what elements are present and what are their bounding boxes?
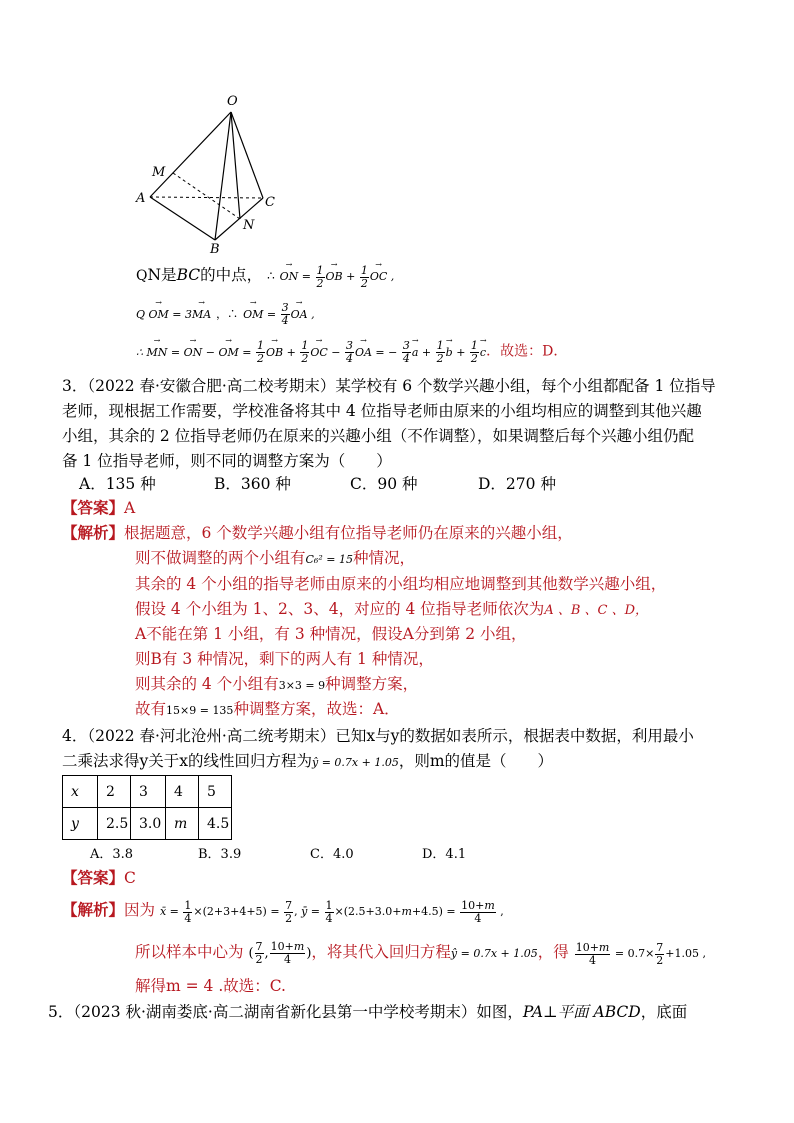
answer-tag: 【答案】 [62,499,125,517]
analysis-tag: 【解析】 [62,901,125,919]
q3-option-a: A．135 种 [79,475,156,493]
q3-analysis-6: 则B有 3 种情况，剩下的两人有 1 种情况， [135,650,434,668]
prev-line-1 [136,263,394,290]
analysis-math: A 、B 、C 、D， [544,603,649,618]
analysis-text: 根据题意，6 个数学兴趣小组有位指导老师仍在原来的兴趣小组， [124,524,573,542]
q3-line-3: 小组，其余的 2 位指导老师仍在原来的兴趣小组（不作调整），如果调整后每个兴趣小组仍配 [62,427,694,445]
data-table [62,775,232,840]
table-cell: 2 [98,776,131,808]
q3-answer [62,496,135,518]
analysis-math: $\frac{10+m}{4}$ = 0.7× $\frac{7}{2}$ +1.05 , [575,940,706,967]
q4-option-c: C．4.0 [310,847,354,862]
analysis-math: ( $\frac{7}{2}$ , $\frac{10+m}{4}$ ) [248,940,312,966]
q3-analysis-2 [135,546,415,568]
q3-line-2: 老师，现根据工作需要，学校准备将其中 4 位指导老师由原来的小组均相应的调整到其他兴趣 [62,402,702,420]
analysis-math: 3×3 = 9 [278,679,326,692]
analysis-text: ，得 [537,943,569,961]
q5-line-1 [48,1000,687,1022]
q4-text: ，则m的值是（ ） [398,752,554,770]
analysis-text: 因为 [124,901,156,919]
analysis-text: 种调整方案， [325,675,419,693]
q5-text: 5．（2023 秋·湖南娄底·高二湖南省新化县第一中学校考期末）如图， [48,1003,523,1021]
analysis-math: C₆² = 15 [305,553,353,566]
label-M: M [152,165,166,180]
analysis-math: 15×9 = 135 [166,704,234,717]
prev-segment: BC [176,266,201,284]
q4-option-a: A．3.8 [90,847,134,862]
analysis-text: 则其余的 4 个小组有 [135,675,279,693]
q4-analysis-3: 解得m = 4 .故选：C. [135,977,286,995]
q3-analysis-1 [62,521,573,543]
because-glyph: Q [136,268,148,284]
analysis-text: 假设 4 个小组为 1、2、3、4，对应的 4 位指导老师依次为 [135,600,545,618]
q3-option-b: B．360 种 [214,475,291,493]
prev-text: N是 [147,266,177,284]
analysis-text: 种情况， [352,549,415,567]
q4-analysis-1 [62,898,504,925]
analysis-tag: 【解析】 [62,524,125,542]
analysis-text: 种调整方案，故选：A． [233,700,400,718]
q3-analysis-4 [135,597,648,619]
q3-analysis-7 [135,672,418,694]
label-C: C [265,195,275,210]
therefore-glyph: ∴ [267,269,275,283]
q5-text: ，底面 [640,1003,688,1021]
analysis-text: 所以样本中心为 [135,943,244,961]
q4-option-b: B．3.9 [198,847,242,862]
prev-conclusion: ．故选：D． [486,343,568,360]
table-cell: 5 [199,776,232,808]
table-cell: m [166,808,199,840]
q4-option-d: D．4.1 [422,847,467,862]
table-cell: y [63,808,98,840]
label-N: N [243,218,255,233]
answer-value: C [124,869,136,887]
prev-line-2 [136,302,315,327]
vector-equation: ∴ → MN = → ON − → OM = $\frac{1}{2}$ → OB + $\frac{1}{2}$ → OC − $\frac{3}{4}$ → OA = − $\frac{3}{4}$ → a + $\frac{1}{2}$ → b + $\frac{1}{2}$ → c [136,346,486,359]
table-row [63,776,232,808]
q4-analysis-2 [135,940,706,967]
analysis-math: x̄ = $\frac{1}{4}$ ×(2+3+4+5) = $\frac{7}{2}$ , ȳ = $\frac{1}{4}$ ×(2.5+3.0+m+4.5) = $\frac{10+m}{4}$ , [159,898,504,925]
label-B: B [210,242,220,255]
q3-option-c: C．90 种 [350,475,418,493]
therefore-glyph: ，∴ [216,307,239,321]
label-A: A [136,191,146,206]
analysis-math: ŷ = 0.7x + 1.05 [450,947,538,960]
table-cell: 4.5 [199,808,232,840]
q4-answer [62,866,136,888]
q3-line-4: 备 1 位指导老师，则不同的调整方案为（ ） [62,452,392,470]
q4-text: 二乘法求得y关于x的线性回归方程为 [62,752,312,770]
q3-analysis-5: A不能在第 1 小组，有 3 种情况，假设A分到第 2 小组， [135,625,527,643]
vector-equation: → OM = $\frac{3}{4}$ → OA , [243,308,314,321]
prev-line-3 [136,340,567,365]
table-cell: x [63,776,98,808]
analysis-text: 则不做调整的两个小组有 [135,549,306,567]
table-cell: 3.0 [131,808,166,840]
label-O: O [227,94,238,109]
analysis-text: ，将其代入回归方程 [311,943,451,961]
table-cell: 4 [166,776,199,808]
vector-equation: Q → OM = 3→ MA [136,308,211,321]
table-cell: 2.5 [98,808,131,840]
q4-line-2 [62,749,553,771]
table-cell: 3 [131,776,166,808]
q3-line-1: 3．（2022 春·安徽合肥·高二校考期末）某学校有 6 个数学兴趣小组，每个小组都配备 1 位指导 [62,377,716,395]
vector-equation: → ON = $\frac{1}{2}$ → OB + $\frac{1}{2}$ → OC , [280,270,395,283]
table-row [63,808,232,840]
q5-math: PA⊥平面 ABCD [522,1003,641,1021]
q4-line-1: 4．（2022 春·河北沧州·高二统考期末）已知x与y的数据如表所示，根据表中数据，利用最小 [62,727,694,745]
q3-analysis-8 [135,697,400,719]
answer-value: A [124,499,136,517]
q3-analysis-3: 其余的 4 个小组的指导老师由原来的小组均相应地调整到其他数学兴趣小组， [135,575,667,593]
answer-tag: 【答案】 [62,869,125,887]
analysis-text: 故有 [135,700,167,718]
regression-equation: ŷ = 0.7x + 1.05 [312,756,399,769]
prev-text: 的中点， [200,266,263,284]
q3-option-d: D．270 种 [478,475,556,493]
tetrahedron-figure [130,90,290,255]
